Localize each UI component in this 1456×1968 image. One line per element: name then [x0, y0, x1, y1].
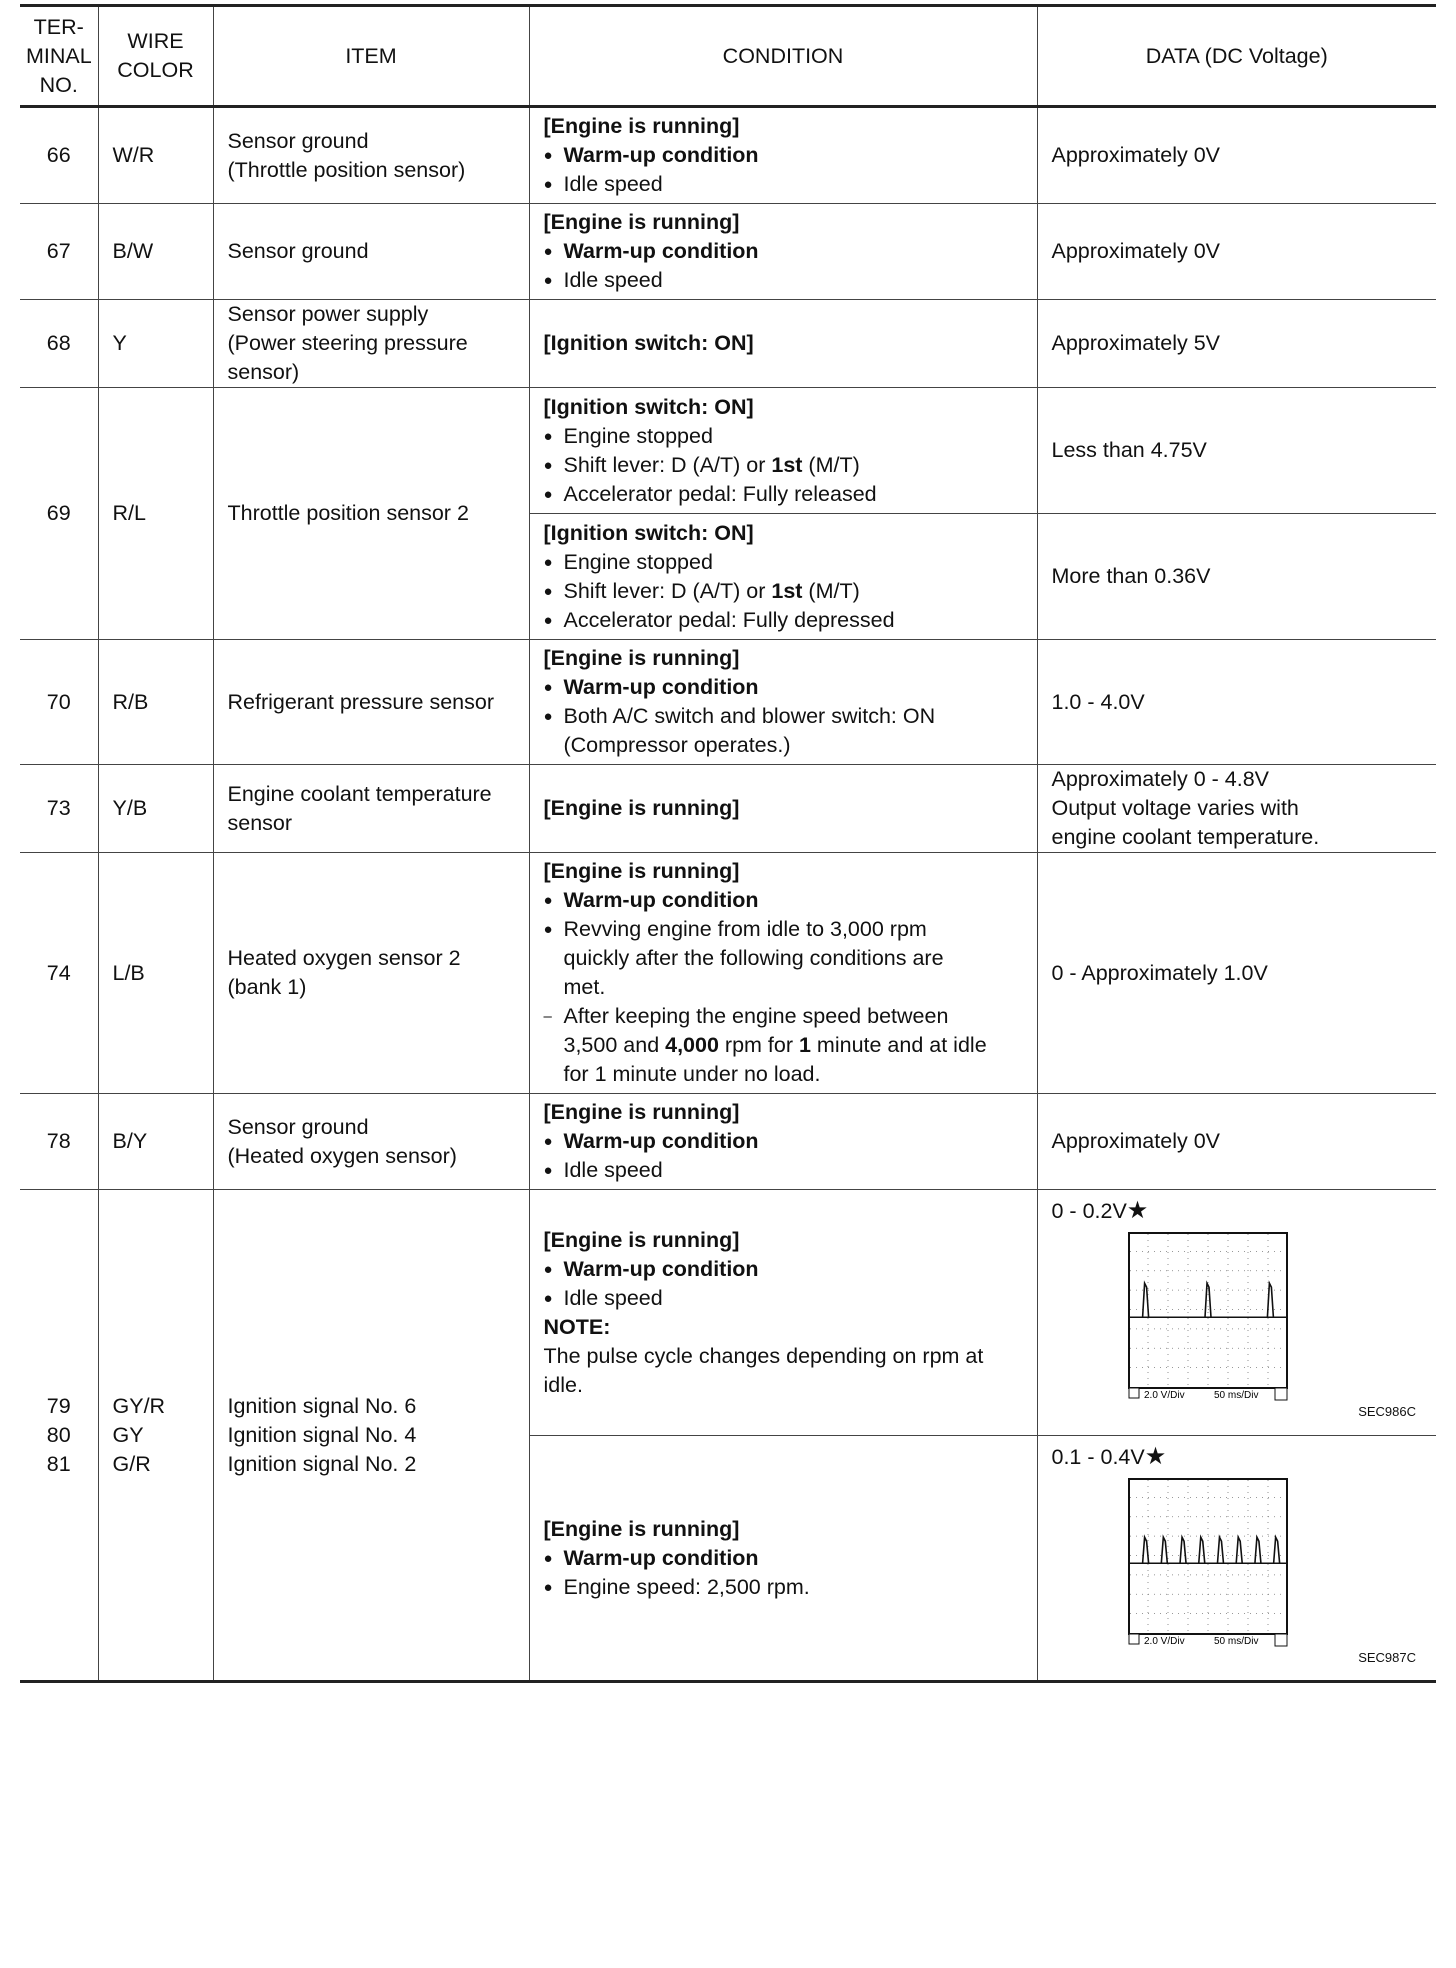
item: Refrigerant pressure sensor	[213, 640, 529, 765]
bullet-icon: ●	[543, 892, 553, 909]
condition-heading: [Engine is running]	[543, 646, 740, 670]
bullet-icon: ●	[543, 456, 553, 474]
condition-bullet: ● Idle speed	[544, 170, 1023, 199]
header-wire-color: WIRE COLOR	[98, 6, 213, 107]
condition-heading: [Engine is running]	[543, 859, 740, 883]
channel-icon	[1129, 1388, 1139, 1398]
condition-heading: [Engine is running]	[543, 796, 740, 820]
condition-dash-item: – After keeping the engine speed between 3,500 and 4,000 rpm for 1 minute and at idle for 1 minute under no load.	[544, 1002, 1023, 1089]
table-row-67	[20, 204, 1436, 300]
data-value: Approximately 0V	[1037, 204, 1436, 300]
waveform-panel-2500rpm	[1052, 1436, 1423, 1676]
condition-bullet: ● Warm-up condition	[544, 1127, 1023, 1156]
bullet-icon: ●	[543, 582, 553, 600]
data-value: Approximately 0 - 4.8V Output voltage varies with engine coolant temperature.	[1037, 765, 1436, 853]
condition-bullet: ● Engine stopped	[544, 422, 1023, 451]
star-icon: ★	[1144, 1443, 1167, 1470]
wire-color: L/B	[98, 853, 213, 1094]
condition-heading: [Ignition switch: ON]	[543, 520, 754, 545]
condition-bullet: ● Shift lever: D (A/T) or 1st (M/T)	[544, 451, 1023, 480]
item: Ignition signal No. 6 Ignition signal No. 4 Ignition signal No. 2	[213, 1190, 529, 1682]
table-header-row	[20, 6, 1436, 107]
volts-per-div-label: 2.0 V/Div	[1143, 1390, 1185, 1401]
condition-bullet: ● Warm-up condition	[544, 1544, 1023, 1573]
condition	[529, 1094, 1037, 1190]
table-row-73	[20, 765, 1436, 853]
oscilloscope-waveform-2500rpm	[1128, 1478, 1298, 1648]
figure-code: SEC987C	[1358, 1650, 1416, 1665]
condition	[529, 765, 1037, 853]
wire-color: B/Y	[98, 1094, 213, 1190]
condition-heading: [Engine is running]	[543, 1227, 740, 1252]
note-text: The pulse cycle changes depending on rpm at idle.	[543, 1343, 984, 1397]
bullet-icon: ●	[543, 427, 553, 445]
condition	[529, 853, 1037, 1094]
note-label: NOTE:	[543, 1314, 611, 1339]
header-condition: CONDITION	[529, 6, 1037, 107]
bullet-icon: ●	[543, 147, 553, 164]
table-row-70	[20, 640, 1436, 765]
terminal-no: 66	[20, 107, 98, 204]
terminal-data-table-sheet	[20, 4, 1436, 1683]
condition-bullet: ● Accelerator pedal: Fully depressed	[544, 606, 1023, 635]
condition-bullet: ● Engine speed: 2,500 rpm.	[544, 1573, 1023, 1602]
terminal-data-table	[20, 4, 1436, 1683]
star-icon: ★	[1126, 1197, 1149, 1224]
bullet-icon: ●	[543, 1549, 553, 1567]
data-value: 0 - Approximately 1.0V	[1037, 853, 1436, 1094]
data-value: More than 0.36V	[1037, 514, 1436, 640]
condition-bullet: ● Warm-up condition	[544, 673, 1023, 702]
bullet-icon: ●	[543, 679, 553, 696]
table-row-69	[20, 388, 1436, 514]
time-per-div-label: 50 ms/Div	[1213, 1636, 1258, 1647]
item: Sensor ground (Throttle position sensor)	[213, 107, 529, 204]
condition-heading: [Ignition switch: ON]	[543, 394, 754, 419]
terminal-no: 70	[20, 640, 98, 765]
condition	[529, 204, 1037, 300]
condition-bullet: ● Both A/C switch and blower switch: ON (Compressor operates.)	[544, 702, 1023, 760]
terminal-no: 78	[20, 1094, 98, 1190]
bullet-icon: ●	[543, 1578, 553, 1596]
volts-per-div-label: 2.0 V/Div	[1143, 1636, 1185, 1647]
condition-heading: [Engine is running]	[543, 114, 740, 138]
bullet-icon: ●	[543, 176, 553, 193]
bullet-icon: ●	[543, 611, 553, 629]
table-row-68	[20, 300, 1436, 388]
data-value: Approximately 0V	[1037, 1094, 1436, 1190]
bullet-icon: ●	[543, 1260, 553, 1278]
data-value: 1.0 - 4.0V	[1037, 640, 1436, 765]
data-value: Approximately 0V	[1037, 107, 1436, 204]
table-row-66	[20, 107, 1436, 204]
data-value: 0.1 - 0.4V★	[1051, 1443, 1167, 1470]
bullet-icon: ●	[543, 553, 553, 571]
wire-color: GY/R GY G/R	[98, 1190, 213, 1682]
dash-icon: –	[543, 1008, 552, 1025]
data-value: Approximately 5V	[1037, 300, 1436, 388]
bullet-icon: ●	[543, 485, 553, 503]
header-data: DATA (DC Voltage)	[1037, 6, 1436, 107]
item: Sensor power supply (Power steering pressure sensor)	[213, 300, 529, 388]
terminal-no: 73	[20, 765, 98, 853]
condition-heading: [Engine is running]	[543, 1516, 740, 1541]
header-terminal-no: TER- MINAL NO.	[20, 6, 98, 107]
bullet-icon: ●	[543, 1289, 553, 1307]
data-waveform-cell	[1037, 1190, 1436, 1436]
condition	[529, 640, 1037, 765]
wire-color: Y	[98, 300, 213, 388]
condition-bullet: ● Warm-up condition	[544, 886, 1023, 915]
bullet-icon: ●	[543, 708, 553, 725]
wire-color: Y/B	[98, 765, 213, 853]
table-row-74	[20, 853, 1436, 1094]
scope-frame	[1129, 1233, 1287, 1388]
condition	[529, 1436, 1037, 1682]
wire-color: R/B	[98, 640, 213, 765]
condition-heading: [Engine is running]	[543, 210, 740, 234]
condition	[529, 514, 1037, 640]
item: Sensor ground (Heated oxygen sensor)	[213, 1094, 529, 1190]
condition-bullet: ● Warm-up condition	[544, 237, 1023, 266]
condition-bullet: ● Accelerator pedal: Fully released	[544, 480, 1023, 509]
condition	[529, 1190, 1037, 1436]
bullet-icon: ●	[543, 921, 553, 938]
terminal-no: 67	[20, 204, 98, 300]
wire-color: R/L	[98, 388, 213, 640]
condition	[529, 388, 1037, 514]
waveform-panel-idle	[1052, 1190, 1423, 1430]
item: Heated oxygen sensor 2 (bank 1)	[213, 853, 529, 1094]
item: Throttle position sensor 2	[213, 388, 529, 640]
condition-heading: [Engine is running]	[543, 1100, 740, 1124]
table-row-79-81	[20, 1190, 1436, 1436]
data-value: 0 - 0.2V★	[1051, 1197, 1149, 1224]
bullet-icon: ●	[543, 243, 553, 260]
condition-bullet: ● Warm-up condition	[544, 141, 1023, 170]
condition-bullet: ● Idle speed	[544, 1156, 1023, 1185]
condition-heading: [Ignition switch: ON]	[543, 331, 754, 355]
condition	[529, 107, 1037, 204]
scope-corner-box	[1275, 1634, 1287, 1646]
terminal-no: 69	[20, 388, 98, 640]
scope-frame	[1129, 1479, 1287, 1634]
terminal-no: 79 80 81	[20, 1190, 98, 1682]
condition-bullet: ● Idle speed	[544, 266, 1023, 295]
figure-code: SEC986C	[1358, 1404, 1416, 1419]
table-row-78	[20, 1094, 1436, 1190]
data-value: Less than 4.75V	[1037, 388, 1436, 514]
item: Engine coolant temperature sensor	[213, 765, 529, 853]
header-item: ITEM	[213, 6, 529, 107]
condition	[529, 300, 1037, 388]
terminal-no: 68	[20, 300, 98, 388]
condition-bullet: ● Warm-up condition	[544, 1255, 1023, 1284]
terminal-no: 74	[20, 853, 98, 1094]
condition-bullet: ● Idle speed	[544, 1284, 1023, 1313]
oscilloscope-waveform-idle	[1128, 1232, 1298, 1402]
scope-corner-box	[1275, 1388, 1287, 1400]
condition-bullet: ● Shift lever: D (A/T) or 1st (M/T)	[544, 577, 1023, 606]
condition-bullet: ● Engine stopped	[544, 548, 1023, 577]
condition-bullet: ● Revving engine from idle to 3,000 rpm quickly after the following conditions are met.	[544, 915, 1023, 1002]
wire-color: W/R	[98, 107, 213, 204]
wire-color: B/W	[98, 204, 213, 300]
bullet-icon: ●	[543, 1162, 553, 1179]
bullet-icon: ●	[543, 272, 553, 289]
data-waveform-cell	[1037, 1436, 1436, 1682]
time-per-div-label: 50 ms/Div	[1213, 1390, 1258, 1401]
bullet-icon: ●	[543, 1133, 553, 1150]
channel-icon	[1129, 1634, 1139, 1644]
item: Sensor ground	[213, 204, 529, 300]
